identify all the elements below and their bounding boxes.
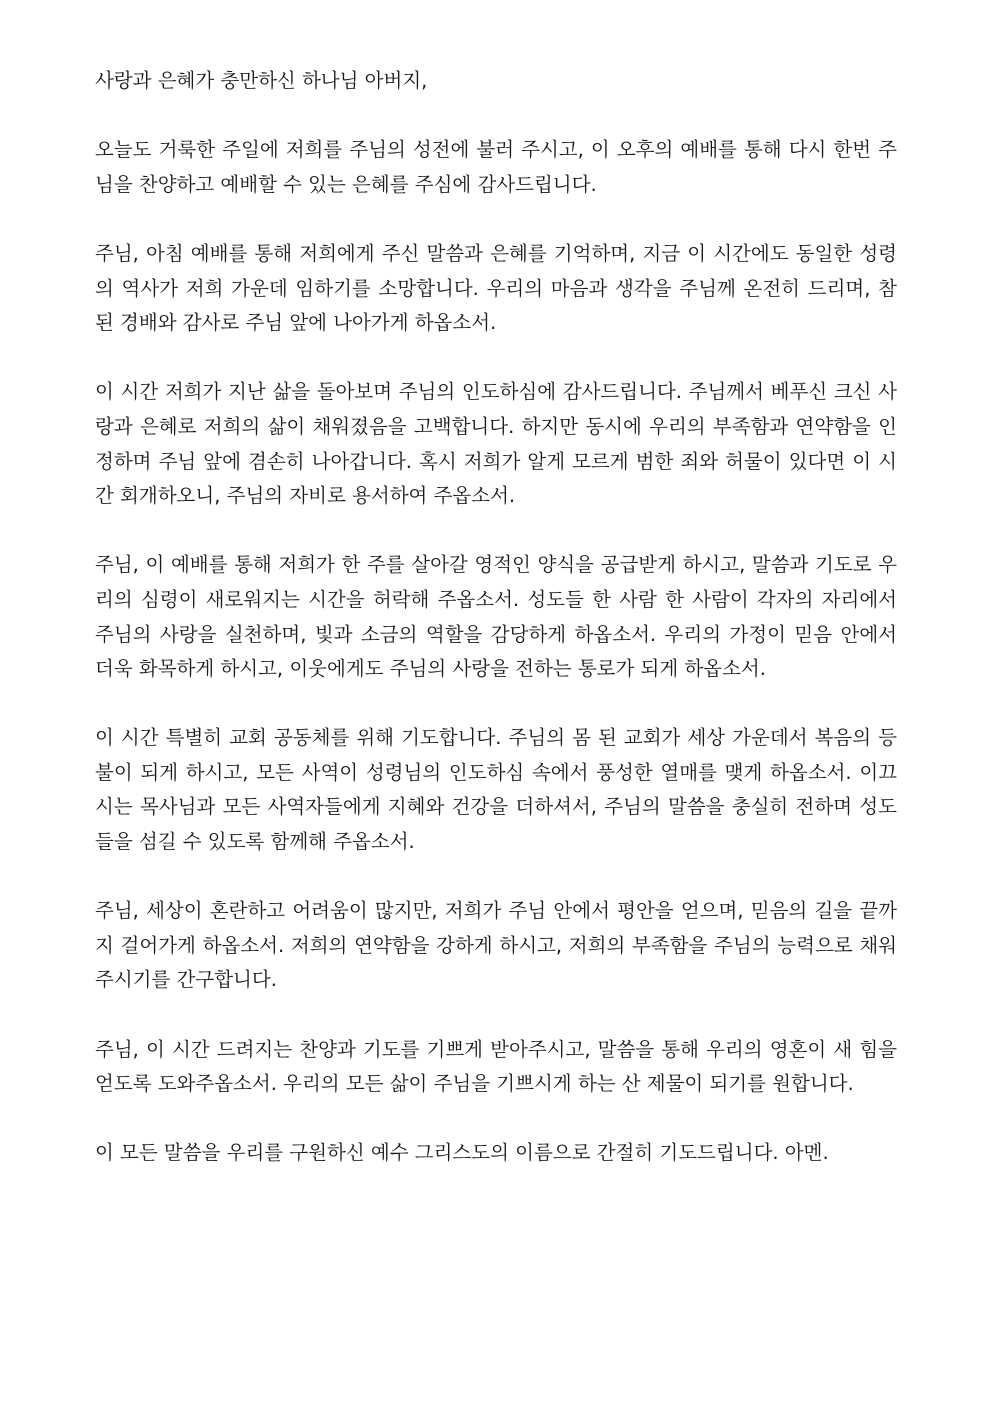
paragraph-closing: 이 모든 말씀을 우리를 구원하신 예수 그리스도의 이름으로 간절히 기도드립니다. 아멘.: [95, 1141, 829, 1165]
paragraph-holy-spirit: 주님, 아침 예배를 통해 저희에게 주신 말씀과 은혜를 기억하며, 지금 이 시간에도 동일한 성령의 역사가 저희 가운데 임하기를 소망합니다. 우리의 마음과 생각을 주님께 온전히 드리며, 참된 경배와 감사로 주님 앞에 나아가게 하옵소서.: [95, 241, 897, 335]
prayer-text: [95, 64, 897, 1171]
paragraph-worship: 주님, 이 시간 드려지는 찬양과 기도를 기쁘게 받아주시고, 말씀을 통해 우리의 영혼이 새 힘을 얻도록 도와주옵소서. 우리의 모든 삶이 주님을 기쁘시게 하는 산 제물이 되기를 원합니다.: [95, 1037, 897, 1096]
paragraph-repentance: 이 시간 저희가 지난 삶을 돌아보며 주님의 인도하심에 감사드립니다. 주님께서 베푸신 크신 사랑과 은혜로 저희의 삶이 채워졌음을 고백합니다. 하지만 동시에 우리의 부족함과 연약함을 인정하며 주님 앞에 겸손히 나아갑니다. 혹시 저희가 알게 모르게 범한 죄와 허물이 있다면 이 시간 회개하오니, 주님의 자비로 용서하여 주옵소서.: [95, 380, 897, 508]
paragraph-church: 이 시간 특별히 교회 공동체를 위해 기도합니다. 주님의 몸 된 교회가 세상 가운데서 복음의 등불이 되게 하시고, 모든 사역이 성령님의 인도하심 속에서 풍성한 열매를 맺게 하옵소서. 이끄시는 목사님과 모든 사역자들에게 지혜와 건강을 더하셔서, 주님의 말씀을 충실히 전하며 성도들을 섬길 수 있도록 함께해 주옵소서.: [95, 726, 897, 854]
paragraph-peace: 주님, 세상이 혼란하고 어려움이 많지만, 저희가 주님 안에서 평안을 얻으며, 믿음의 길을 끝까지 걸어가게 하옵소서. 저희의 연약함을 강하게 하시고, 저희의 부족함을 주님의 능력으로 채워 주시기를 간구합니다.: [95, 899, 897, 992]
paragraph-greeting: 사랑과 은혜가 충만하신 하나님 아버지,: [95, 69, 428, 92]
paragraph-congregation: 주님, 이 예배를 통해 저희가 한 주를 살아갈 영적인 양식을 공급받게 하시고, 말씀과 기도로 우리의 심령이 새로워지는 시간을 허락해 주옵소서. 성도들 한 사람 한 사람이 각자의 자리에서 주님의 사랑을 실천하며, 빛과 소금의 역할을 감당하게 하옵소서. 우리의 가정이 믿음 안에서 더욱 화목하게 하시고, 이웃에게도 주님의 사랑을 전하는 통로가 되게 하옵소서.: [95, 553, 897, 681]
paragraph-thanksgiving: 오늘도 거룩한 주일에 저희를 주님의 성전에 불러 주시고, 이 오후의 예배를 통해 다시 한번 주님을 찬양하고 예배할 수 있는 은혜를 주심에 감사드립니다.: [95, 138, 897, 196]
